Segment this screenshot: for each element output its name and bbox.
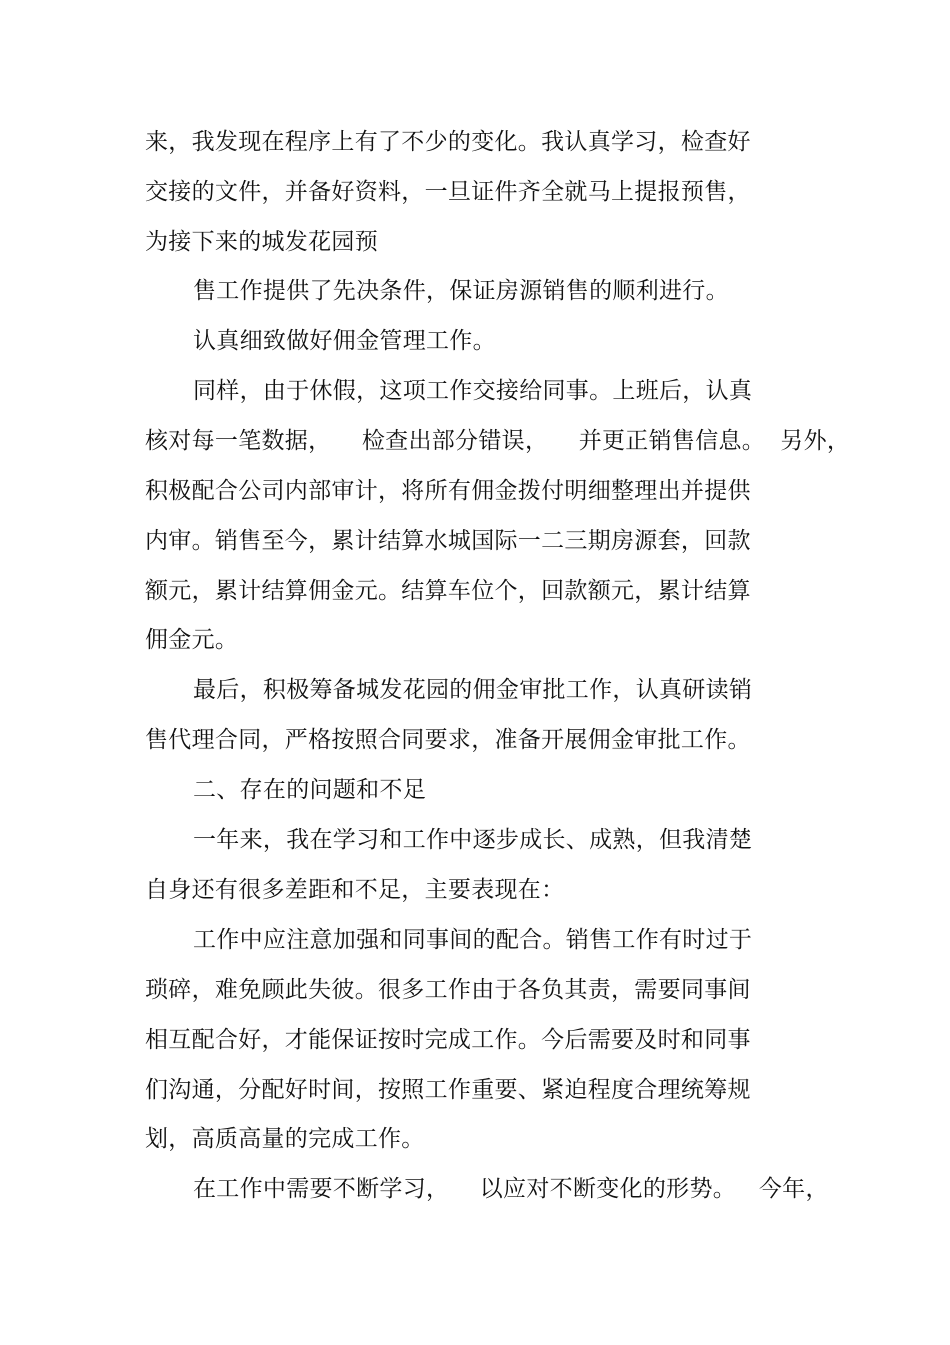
text-line: 为接下来的城发花园预 — [145, 229, 378, 255]
text-line: 工作中应注意加强和同事间的配合。销售工作有时过于 — [193, 927, 753, 953]
text-line: 们沟通，分配好时间，按照工作重要、紧迫程度合理统筹规 — [145, 1077, 751, 1103]
text-line: 积极配合公司内部审计，将所有佣金拨付明细整理出并提供 — [145, 478, 751, 504]
section-heading: 二、存在的问题和不足 — [193, 777, 426, 803]
text-line: 核对每一笔数据， 检查出部分错误， 并更正销售信息。 另外， — [145, 428, 851, 454]
text-line: 一年来，我在学习和工作中逐步成长、成熟，但我清楚 — [193, 827, 753, 853]
text-line: 佣金元。 — [145, 627, 239, 653]
text-line: 售工作提供了先决条件，保证房源销售的顺利进行。 — [193, 278, 729, 304]
text-line: 内审。销售至今，累计结算水城国际一二三期房源套，回款 — [145, 528, 751, 554]
text-line: 相互配合好，才能保证按时完成工作。今后需要及时和同事 — [145, 1027, 751, 1053]
text-line: 在工作中需要不断学习， 以应对不断变化的形势。 今年， — [193, 1176, 829, 1202]
text-line: 琐碎，难免顾此失彼。很多工作由于各负其责，需要同事间 — [145, 977, 751, 1003]
text-line: 自身还有很多差距和不足，主要表现在： — [145, 877, 565, 903]
text-line: 同样，由于休假，这项工作交接给同事。上班后，认真 — [193, 378, 753, 404]
text-line: 额元，累计结算佣金元。结算车位个，回款额元，累计结算 — [145, 578, 751, 604]
text-line: 划，高质高量的完成工作。 — [145, 1126, 425, 1152]
text-line: 来，我发现在程序上有了不少的变化。我认真学习，检查好 — [145, 129, 751, 155]
text-line: 售代理合同，严格按照合同要求，准备开展佣金审批工作。 — [145, 727, 751, 753]
text-line: 交接的文件，并备好资料，一旦证件齐全就马上提报预售， — [145, 179, 751, 205]
text-line: 认真细致做好佣金管理工作。 — [193, 328, 496, 354]
text-line: 最后，积极筹备城发花园的佣金审批工作，认真研读销 — [193, 677, 753, 703]
